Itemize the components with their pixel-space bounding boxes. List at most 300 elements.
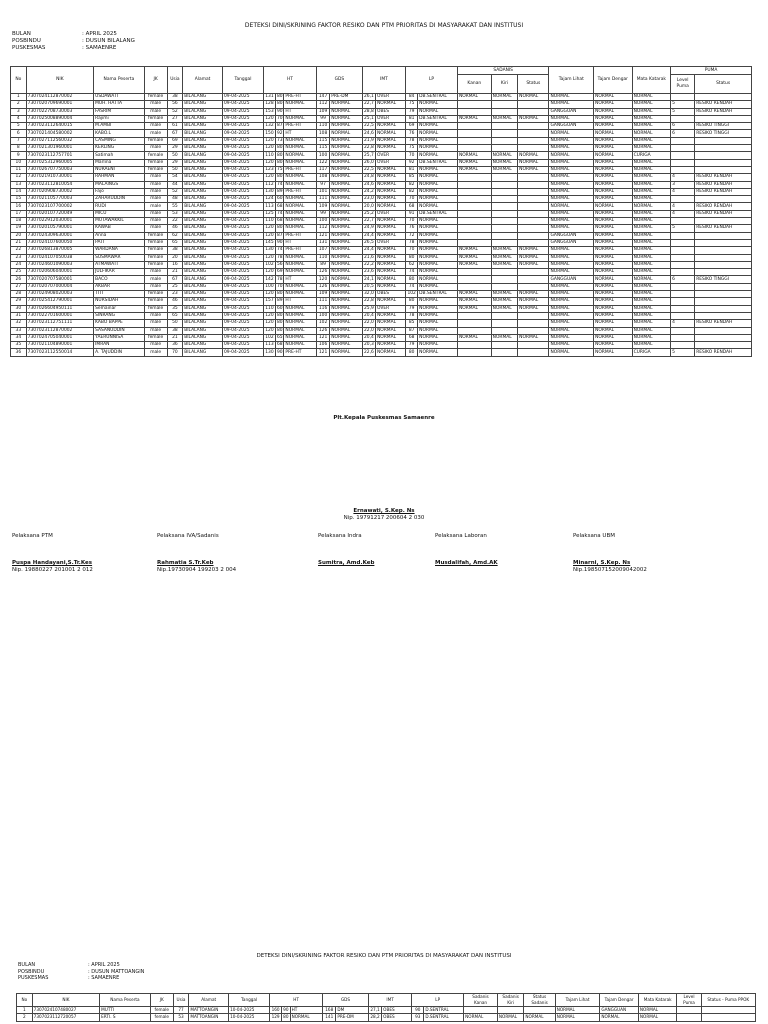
- table-cell: NORMAL: [518, 159, 549, 166]
- doc2-header-no: No: [17, 994, 33, 1007]
- table-cell: 32: [11, 320, 27, 327]
- table-cell: 7307027112560032: [26, 137, 93, 144]
- table-cell: 89: [316, 261, 329, 268]
- table-cell: NORMAL: [284, 225, 317, 232]
- table-cell: 22,8: [363, 298, 374, 304]
- table-cell: 70: [276, 116, 283, 122]
- table-cell: NORMAL: [376, 203, 406, 210]
- table-cell: 80: [276, 320, 283, 326]
- table-cell: 7307021910730001: [26, 174, 93, 181]
- table-cell: 09-04-2025: [222, 349, 263, 356]
- table-cell: 7307025412790001: [26, 298, 93, 305]
- role-ubm: Pelaksana UBM: [573, 533, 615, 539]
- table-cell: NORMAL: [594, 342, 633, 349]
- table-cell: NORMAL: [549, 218, 594, 225]
- table-cell: 80: [406, 298, 418, 305]
- table-cell: SUSMAWAR: [94, 254, 145, 261]
- table-cell: 102: [265, 261, 274, 267]
- table-cell: 09-04-2025: [222, 137, 263, 144]
- table-cell: 90: [276, 240, 283, 246]
- table-cell: NORMAL: [594, 276, 633, 283]
- table-cell: NORMAL: [457, 305, 491, 312]
- header-mata-katarak: Mata Katarak: [632, 67, 671, 94]
- table-cell: 21: [167, 334, 183, 341]
- header-status: Status: [518, 75, 549, 94]
- table-cell: NORMAL: [632, 123, 671, 130]
- doc2-header-usia: Usia: [173, 994, 189, 1007]
- table-cell: Marlina: [94, 159, 145, 166]
- table-cell: 27: [167, 115, 183, 122]
- table-cell: 93: [412, 1014, 424, 1021]
- table-cell: [491, 276, 518, 283]
- table-cell: [518, 312, 549, 319]
- table-cell: BILALANG: [183, 291, 223, 298]
- signature-heading: Plt.Kepala Puskesmas Samaenre: [333, 415, 435, 421]
- table-cell: [671, 269, 695, 276]
- table-cell: NORMAL: [594, 269, 633, 276]
- table-cell: GANGGUAN: [549, 123, 594, 130]
- table-cell: NORMAL: [418, 137, 458, 144]
- table-cell: male: [144, 130, 167, 137]
- table-cell: BILALANG: [183, 349, 223, 356]
- table-cell: 24,6: [363, 181, 374, 187]
- table-cell: NORMAL: [376, 247, 406, 254]
- table-cell: [671, 137, 695, 144]
- table-cell: 68: [406, 334, 418, 341]
- table-cell: [671, 145, 695, 152]
- table-row: [11, 210, 752, 217]
- table-cell: NORMAL: [376, 123, 406, 130]
- table-cell: NORMAL: [457, 152, 491, 159]
- table-cell: Semainar: [94, 305, 145, 312]
- doc2-title: DETEKSI DINI/SKRINING FAKTOR RESIKO DAN PTM PRIORITAS DI MASYARAKAT DAN INSTITUSI: [256, 953, 512, 959]
- table-cell: 31: [11, 312, 27, 319]
- table-cell: OVER: [376, 94, 406, 101]
- table-cell: 120: [265, 145, 274, 151]
- table-cell: [671, 291, 695, 298]
- table-cell: NORMAL: [376, 188, 406, 195]
- table-cell: GANGGUAN: [549, 276, 594, 283]
- table-cell: 5: [671, 349, 695, 356]
- table-cell: [491, 283, 518, 290]
- table-cell: 6: [671, 276, 695, 283]
- table-cell: NORMAL: [284, 181, 317, 188]
- table-cell: [491, 349, 518, 356]
- table-cell: 50: [167, 152, 183, 159]
- table-cell: NORMAL: [376, 342, 406, 349]
- header-level-puma: Level Puma: [671, 75, 695, 94]
- table-cell: NORMAL: [284, 291, 317, 298]
- table-cell: BILALANG: [183, 196, 223, 203]
- table-cell: 78: [406, 137, 418, 144]
- table-cell: NORMAL: [330, 283, 363, 290]
- table-cell: 79: [406, 305, 418, 312]
- table-cell: [695, 232, 752, 239]
- table-cell: Rajimi: [94, 115, 145, 122]
- table-cell: 147: [316, 94, 329, 101]
- table-cell: NORMAL: [290, 1014, 323, 1021]
- table-cell: NORMAL: [518, 247, 549, 254]
- table-cell: 121: [316, 349, 329, 356]
- table-row: [11, 239, 752, 246]
- table-cell: 80: [276, 94, 283, 100]
- table-cell: [457, 130, 491, 137]
- table-row: [11, 137, 752, 144]
- table-cell: NORMAL: [418, 181, 458, 188]
- table-cell: NORMAL: [376, 261, 406, 268]
- table-cell: NORMAL: [330, 342, 363, 349]
- table-cell: 7307024107050038: [26, 254, 93, 261]
- head-nip: Nip. 19791217 200604 2 030: [343, 515, 425, 521]
- table-cell: NURSIDAH: [94, 298, 145, 305]
- header-jk: JK: [144, 67, 167, 94]
- table-cell: 123: [265, 167, 274, 173]
- table-cell: 24,4: [363, 232, 374, 238]
- table-cell: NORMAL: [284, 327, 317, 334]
- table-cell: 85: [406, 174, 418, 181]
- table-cell: [671, 218, 695, 225]
- table-cell: 101: [316, 188, 329, 195]
- doc2-header-status-sadanis: Status Sadanis: [524, 994, 555, 1007]
- table-cell: NORMAL: [457, 298, 491, 305]
- table-cell: NORMAL: [284, 152, 317, 159]
- table-cell: MUH. HATTA: [94, 101, 145, 108]
- table-cell: [518, 276, 549, 283]
- table-cell: NORMAL: [457, 166, 491, 173]
- table-cell: 72: [406, 232, 418, 239]
- table-cell: female: [144, 159, 167, 166]
- table-cell: 74: [276, 210, 283, 216]
- table-cell: NORMAL: [549, 174, 594, 181]
- table-cell: 22,7: [363, 218, 374, 224]
- table-cell: [695, 283, 752, 290]
- table-cell: male: [144, 320, 167, 327]
- table-cell: NORMAL: [549, 210, 594, 217]
- table-cell: [457, 218, 491, 225]
- table-cell: 50: [167, 166, 183, 173]
- table-cell: [457, 349, 491, 356]
- table-cell: NORMAL: [549, 254, 594, 261]
- table-cell: [671, 239, 695, 246]
- table-cell: 09-04-2025: [222, 145, 263, 152]
- table-cell: A. TAJUDDIN: [94, 349, 145, 356]
- table-cell: NORMAL: [284, 218, 317, 225]
- table-cell: RESIKO TINGGI: [695, 130, 752, 137]
- table-cell: NORMAL: [330, 327, 363, 334]
- table-cell: BILALANG: [183, 188, 223, 195]
- table-cell: 7307020908730002: [26, 188, 93, 195]
- table-cell: 29: [167, 159, 183, 166]
- table-cell: OVER: [376, 239, 406, 246]
- header-sadanis: SADANIS: [457, 67, 549, 75]
- table-cell: 4: [11, 115, 27, 122]
- table-cell: 78: [276, 276, 283, 282]
- table-cell: 102: [265, 334, 274, 340]
- table-cell: NORMAL: [284, 174, 317, 181]
- doc2-header-lp: LP: [412, 994, 464, 1007]
- table-cell: 24: [11, 261, 27, 268]
- table-cell: NORMAL: [632, 188, 671, 195]
- table-cell: RESIKO RENDAH: [695, 181, 752, 188]
- table-cell: 110: [316, 254, 329, 261]
- table-cell: KABO BAPPE: [94, 320, 145, 327]
- table-cell: 7307023112550014: [26, 349, 93, 356]
- table-cell: 75: [276, 167, 283, 173]
- table-cell: 35: [167, 305, 183, 312]
- header-lp: LP: [406, 67, 458, 94]
- table-cell: [518, 269, 549, 276]
- table-cell: 80: [276, 152, 283, 158]
- table-cell: 15: [11, 196, 27, 203]
- table-cell: 74: [406, 283, 418, 290]
- table-cell: male: [144, 349, 167, 356]
- table-cell: 46: [167, 225, 183, 232]
- table-cell: NORMAL: [284, 210, 317, 217]
- table-cell: BILALANG: [183, 174, 223, 181]
- table-cell: NORMAL: [497, 1014, 524, 1021]
- table-cell: 25: [11, 269, 27, 276]
- table-cell: [457, 283, 491, 290]
- table-cell: 130: [265, 349, 274, 355]
- table-cell: NORMAL: [418, 123, 458, 130]
- table-cell: NORMAL: [330, 320, 363, 327]
- table-cell: SASANUDDIN: [94, 327, 145, 334]
- table-cell: male: [144, 269, 167, 276]
- table-cell: NORMAL: [632, 261, 671, 268]
- table-cell: SINRANG: [94, 312, 145, 319]
- table-cell: NORMAL: [330, 210, 363, 217]
- table-cell: [695, 94, 752, 101]
- table-cell: DM: [336, 1007, 369, 1014]
- table-cell: MUTAWAKKIL: [94, 218, 145, 225]
- table-cell: BACO: [94, 276, 145, 283]
- table-cell: 110: [265, 305, 274, 311]
- table-cell: 55: [167, 203, 183, 210]
- table-cell: 8: [11, 145, 27, 152]
- table-cell: [457, 108, 491, 115]
- table-cell: 29: [167, 145, 183, 152]
- table-cell: NORMAL: [284, 145, 317, 152]
- table-cell: 30: [11, 305, 27, 312]
- table-cell: [457, 320, 491, 327]
- table-cell: 09-04-2025: [222, 312, 263, 319]
- table-cell: IMRAN: [94, 342, 145, 349]
- table-cell: 16: [167, 261, 183, 268]
- table-cell: NORMAL: [376, 145, 406, 152]
- header-tajam-dengar: Tajam Dengar: [594, 67, 633, 94]
- table-cell: NORMAL: [491, 291, 518, 298]
- table-cell: 22,0: [363, 320, 374, 326]
- table-cell: 22: [167, 218, 183, 225]
- table-cell: NORMAL: [376, 320, 406, 327]
- table-cell: 89: [276, 189, 283, 194]
- table-cell: 22,5: [363, 123, 374, 129]
- table-cell: NORMAL: [555, 1007, 600, 1014]
- table-cell: NORMAL: [632, 276, 671, 283]
- table-row: [11, 115, 752, 122]
- table-cell: 10: [11, 159, 27, 166]
- table-cell: female: [144, 298, 167, 305]
- table-cell: Fajo: [94, 188, 145, 195]
- header-tanggal: Tanggal: [222, 67, 263, 94]
- table-row: [11, 232, 752, 239]
- table-cell: NORMAL: [376, 130, 406, 137]
- table-cell: 38: [167, 94, 183, 101]
- table-cell: 81: [406, 115, 418, 122]
- name-indra: Sumitra, Amd.Keb: [318, 560, 375, 566]
- table-cell: TITI: [94, 291, 145, 298]
- table-cell: BILALANG: [183, 254, 223, 261]
- table-cell: RESIKO RENDAH: [695, 210, 752, 217]
- table-cell: NORMAL: [330, 291, 363, 298]
- table-cell: MICU: [94, 210, 145, 217]
- table-cell: [518, 203, 549, 210]
- table-cell: [695, 334, 752, 341]
- doc1-table-body: [11, 94, 752, 357]
- table-cell: BILALANG: [183, 166, 223, 173]
- table-cell: RESIKO RENDAH: [695, 225, 752, 232]
- table-cell: NORMAL: [284, 203, 317, 210]
- table-cell: NORMAL: [491, 298, 518, 305]
- table-cell: 80: [276, 313, 283, 319]
- table-cell: NORMAL: [376, 254, 406, 261]
- table-cell: 80: [276, 327, 283, 333]
- table-cell: 7307023112720057: [32, 1014, 100, 1021]
- table-cell: NORMAL: [632, 334, 671, 341]
- table-cell: 109: [316, 203, 329, 210]
- table-cell: 62: [406, 261, 418, 268]
- table-cell: 120: [265, 254, 274, 260]
- table-cell: 80: [276, 174, 283, 180]
- table-cell: 91: [406, 210, 418, 217]
- table-cell: 09-04-2025: [222, 166, 263, 173]
- table-cell: 21,6: [363, 254, 374, 260]
- table-cell: [524, 1007, 555, 1014]
- table-row: [11, 188, 752, 195]
- doc1-title: DETEKSI DINI/SKRINING FAKTOR RESIKO DAN PTM PRIORITAS DI MASYARAKAT DAN INSTITUSI: [244, 22, 524, 29]
- table-cell: 7307020707580001: [26, 276, 93, 283]
- table-row: [11, 305, 752, 312]
- table-cell: [695, 152, 752, 159]
- table-cell: 27: [11, 283, 27, 290]
- table-cell: BILALANG: [183, 101, 223, 108]
- table-cell: [695, 305, 752, 312]
- table-cell: NORMAL: [549, 305, 594, 312]
- table-cell: 112: [316, 225, 329, 232]
- table-cell: [491, 196, 518, 203]
- table-cell: 79: [406, 108, 418, 115]
- table-cell: 87: [406, 327, 418, 334]
- table-cell: 38: [167, 247, 183, 254]
- table-cell: [677, 1007, 701, 1014]
- table-cell: NORMAL: [284, 159, 317, 166]
- table-cell: [491, 101, 518, 108]
- table-cell: 60: [276, 196, 283, 202]
- table-cell: NORMAL: [457, 254, 491, 261]
- table-cell: RESIKO RENDAH: [695, 349, 752, 356]
- table-cell: 77: [173, 1007, 189, 1014]
- table-cell: female: [144, 334, 167, 341]
- table-cell: NORMAL: [284, 101, 317, 108]
- doc2-header-tajam-lihat: Tajam Lihat: [555, 994, 600, 1007]
- table-cell: HT: [284, 239, 317, 246]
- table-cell: NORMAL: [594, 123, 633, 130]
- table-cell: NORMAL: [594, 298, 633, 305]
- table-cell: NORMAL: [376, 101, 406, 108]
- table-cell: PRE-HT: [284, 247, 317, 254]
- table-cell: NORMAL: [330, 232, 363, 239]
- table-cell: [695, 298, 752, 305]
- table-cell: 124: [265, 196, 274, 202]
- table-row: [11, 334, 752, 341]
- table-cell: GANGGUAN: [549, 108, 594, 115]
- table-cell: NORMAL: [549, 283, 594, 290]
- table-cell: 74: [276, 181, 283, 187]
- table-cell: NORMAL: [549, 291, 594, 298]
- table-cell: 87: [276, 232, 283, 238]
- table-cell: NORMAL: [418, 254, 458, 261]
- table-cell: NORMAL: [418, 327, 458, 334]
- table-cell: NORMAL: [491, 247, 518, 254]
- table-cell: female: [144, 261, 167, 268]
- table-cell: HT: [284, 298, 317, 305]
- table-cell: NORMAL: [376, 232, 406, 239]
- table-cell: [671, 312, 695, 319]
- doc1-table: [10, 66, 752, 357]
- table-cell: NORMAL: [632, 298, 671, 305]
- table-cell: NORMAL: [418, 232, 458, 239]
- table-cell: [518, 123, 549, 130]
- table-cell: NORMAL: [464, 1014, 498, 1021]
- table-cell: CURIGA: [632, 349, 671, 356]
- table-row: [11, 269, 752, 276]
- header-usia: Usia: [167, 67, 183, 94]
- table-cell: BILALANG: [183, 247, 223, 254]
- table-row: [11, 261, 752, 268]
- table-cell: 20,4: [363, 334, 374, 340]
- table-cell: NORMAL: [284, 334, 317, 341]
- table-cell: NORMAL: [330, 203, 363, 210]
- table-cell: NORMAL: [594, 225, 633, 232]
- table-cell: NORMAL: [491, 166, 518, 173]
- table-cell: 7307023112810054: [26, 181, 93, 188]
- table-cell: 120: [265, 225, 274, 231]
- table-cell: NORMAL: [518, 334, 549, 341]
- table-cell: 6: [11, 130, 27, 137]
- table-cell: NORMAL: [549, 145, 594, 152]
- table-cell: [457, 276, 491, 283]
- table-cell: 121: [316, 334, 329, 341]
- table-cell: RESIKO TINGGI: [695, 276, 752, 283]
- table-cell: [491, 210, 518, 217]
- doc2-header-tajam-dengar: Tajam Dengar: [600, 994, 639, 1007]
- table-cell: 108: [316, 130, 329, 137]
- table-cell: 23: [167, 291, 183, 298]
- table-cell: [518, 137, 549, 144]
- table-cell: 53: [173, 1014, 189, 1021]
- table-cell: 25,9: [363, 305, 374, 311]
- name-laboran: Musdalifah, Amd.AK: [435, 560, 498, 566]
- table-cell: [457, 225, 491, 232]
- table-cell: NORMAL: [457, 334, 491, 341]
- table-cell: MALAINGS: [94, 181, 145, 188]
- table-cell: NORMAL: [418, 152, 458, 159]
- table-cell: 102: [407, 291, 416, 297]
- table-cell: [695, 115, 752, 122]
- table-cell: NORMAL: [549, 269, 594, 276]
- table-cell: BILALANG: [183, 320, 223, 327]
- table-cell: NORMAL: [594, 327, 633, 334]
